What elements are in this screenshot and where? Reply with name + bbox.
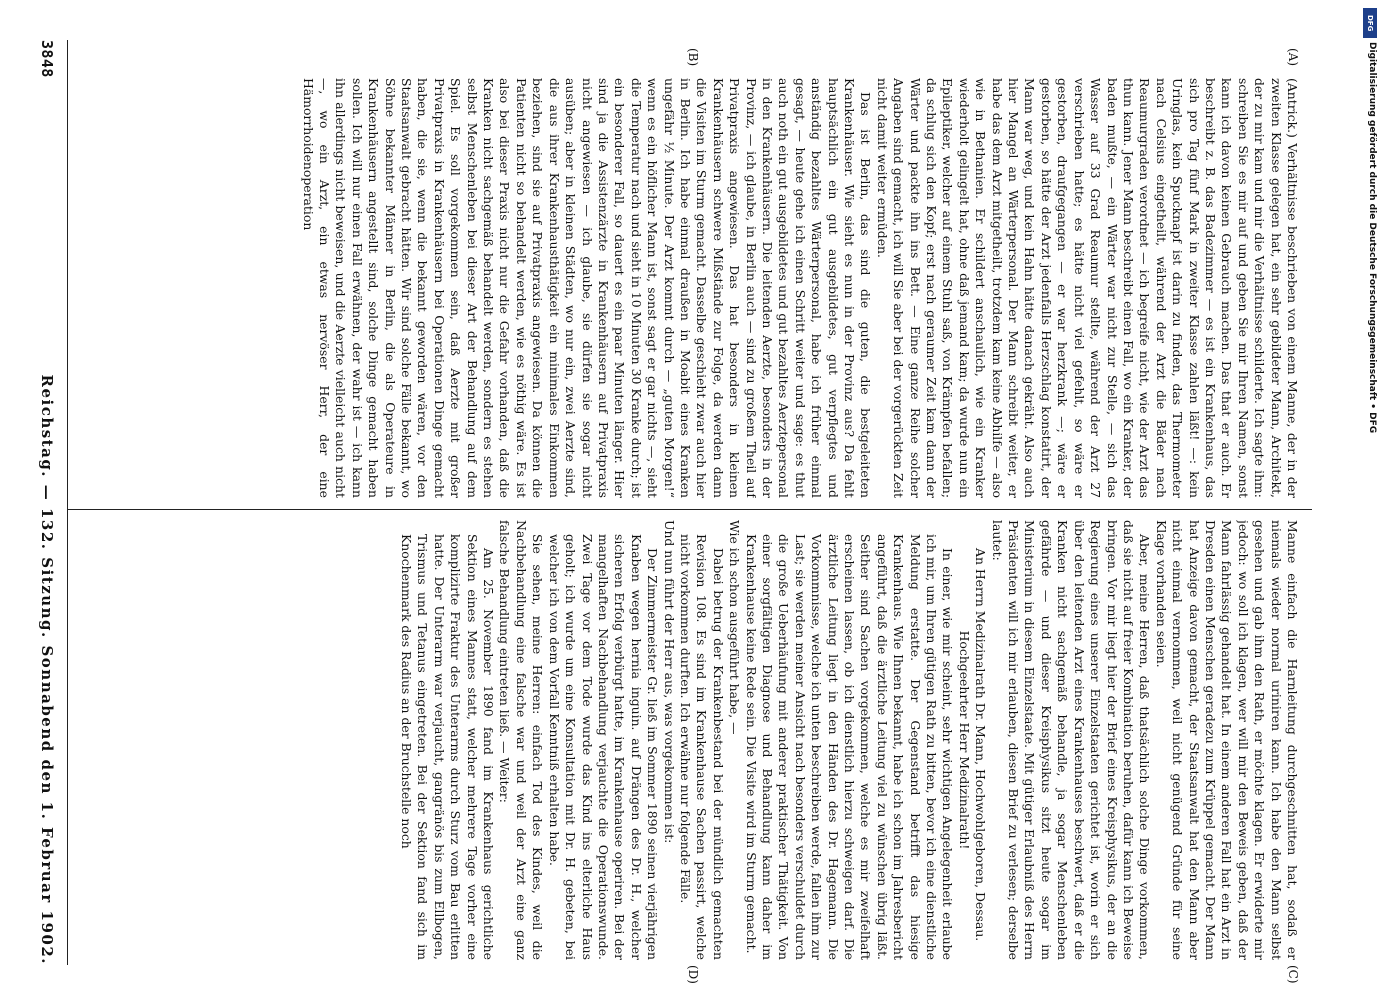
dfg-logo: DFG <box>1363 8 1377 38</box>
letter-body-3: Der Zimmermeister Gr. ließ im Sommer 1890 seinen vierjährigen Knaben wegen hernia inguin. auf Drängen des Dr. H., welcher sicheren Erfolg verbürgt hatte, im Krankenhause operiren. Bei der mangelhaften Nachbehandlung verjauchte die Operationswunde. Zwei Tage vor dem Tode wurde das Kind ins elterliche Haus geholt; ich wurde um eine Konsultation mit Dr. H. gebeten, bei welcher ich von dem Vorfall Kenntniß erhalten habe. <box>546 534 661 960</box>
margin-mark-d: (D) <box>686 965 700 984</box>
letter-body-4: Am 25. November 1890 fand im Krankenhaus gerichtliche Sektion eines Mannes statt, welcher mehrere Tage vorher eine komplizirte Fraktur des Unterarms durch Sturz vom Bau erlitten hatte. Der Unterarm war verjaucht, gangränös bis zum Ellbogen, Trismus und Tetanus eingetreten. Bei der Sektion fand sich im Knochenmark des Radius an der Bruchstelle noch <box>399 534 497 960</box>
letter-body-1: In einer, wie mir scheint, sehr wichtigen Angelegenheit erlaube ich mir, um Ihren gütigen Rath zu bitten, bevor ich eine dienstliche Meldung erstatte. Der Gegenstand betrifft das hiesige Krankenhaus. Wie Ihnen bekannt, habe ich schon im Jahresbericht angeführt, daß die ärztliche Leitung viel zu wünschen übrig läßt. Seither sind Sachen vorgekommen, welche es mir zweifelhaft erscheinen lassen, ob ich dienstlich hierzu schweigen darf. Die ärztliche Leitung liegt in den Händen des Dr. Hagemann. Die Vorkommnisse, welche ich unten beschreiben werde, fallen ihm zur Last; sie werden meiner Ansicht nach besonders verschuldet durch die große Ueberhäufung mit anderer praktischer Thätigkeit. Von einer sorgfältigen Diagnose und Behandlung kann daher im Krankenhause keine Rede sein. Die Visite wird im Sturm gemacht. <box>743 534 956 960</box>
margin-mark-a: (A) <box>1286 48 1300 67</box>
right-paragraph-3: Sie sehen, meine Herren: einfach Tod des Kindes, weil die Nachbehandlung eine falsche war und weil der Arzt eine ganz falsche Behandlung eintreten ließ. — Weiter: <box>497 520 546 960</box>
letter-address: An Herrn Medizinalrath Dr. Mann, Hochwohlgeboren, Dessau. <box>973 548 989 942</box>
right-column <box>75 520 1300 960</box>
interjection: Wie ich schon ausgeführt habe, — <box>727 520 743 735</box>
column-divider <box>68 509 1312 510</box>
right-paragraph-1: Manne einfach die Harnleitung durchgeschnitten hat, sodaß er niemals wieder normal uriniren kann. Ich habe den Mann selbst gesehen und gab ihm den Rath, er möchte klagen. Er erwiderte mir jedoch: wo soll ich klagen, wer will mir den Beweis geben, daß der Mann fahrlässig gehandelt hat. In einem anderen Fall hat ein Arzt in Dresden einen Menschen geradezu zum Krüppel gemacht. Der Mann hat Anzeige davon gemacht, der Staatsanwalt hat den Mann aber nicht einmal vernommen, weil nicht genügend Gründe für seine Klage vorhanden seien. <box>1153 520 1300 960</box>
margin-mark-c: (C) <box>1286 965 1300 984</box>
header-rule <box>67 40 68 965</box>
letter-body-2: Dabei betrug der Krankenbestand bei der mündlich gemachten Revision 108. Es sind im Krankenhause Sachen passirt, welche nicht vorkommen durften. Ich erwähne nur folgende Fälle. <box>677 534 726 960</box>
left-column <box>75 78 1300 498</box>
page-header <box>32 40 62 965</box>
left-paragraph-1: (Antrick.) Verhältnisse beschrieben von einem Manne, der in der zweiten Klasse gelegen hat, ein sehr gebildeter Mann, Architekt, der zu mir kam und mir die Verhältnisse schilderte. Ich sagte ihm: schreiben Sie es mir auf und geben Sie mir Ihren Namen, sonst kann ich davon keinen Gebrauch machen. Das that er auch. Er beschreibt z. B. das Badezimmer — es ist ein Krankenhaus, das sich pro Tag fünf Mark in zweiter Klasse zahlen läßt! —: kein Uringlas, kein Spucknapf ist darin zu finden, das Thermometer nach Celsius eingetheilt, während der Arzt die Bäder nach Reaumurgraden verordnet — ich begreife nicht, wie der Arzt das thun kann. Jener Mann beschreibt einen Fall, wo ein Kranker, der baden mußte, — ein Wärter war nicht zur Stelle, — sich das Wasser auf 33 Grad Reaumur stellte, während der Arzt 27 verschrieben hatte; es hätte nicht viel gefehlt, so wäre er gestorben, draufgegangen — er war herzkrank —; wäre er gestorben, so hätte der Arzt jedenfalls Herzschlag konstatirt, der Mann war weg, und kein Hahn hätte danach gekräht. Also auch hier Mangel an Wärterpersonal. Der Mann schreibt weiter, er habe das dem Arzt mitgetheilt, trotzdem kam keine Abhilfe — also wie in Bethanien. Er schildert anschaulich, wie ein Kranker wiederholt gelingelt hat, ohne daß jemand kam; da wurde nun ein Epileptiker, welcher auf einem Stuhl saß, von Krämpfen befallen; da schlug sich den Kopf; erst nach geraumer Zeit kam dann der Wärter und packte ihn ins Bett. — Eine ganze Reihe solcher Angaben sind gemacht, ich will Sie aber bei der vorgerückten Zeit nicht damit weiter ermüden. <box>874 78 1300 498</box>
letter-salutation: Hochgeehrter Herr Medizinalrath! <box>956 630 972 850</box>
digitization-note: Digitalisierung gefördert durch die Deutsche Forschungsgemeinschaft • DFG <box>1367 42 1377 434</box>
left-paragraph-2: Das ist Berlin, das sind die guten, die bestgeleiteten Krankenhäuser. Wie sieht es nun in der Provinz aus? Da fehlt hauptsächlich ein gut ausgebildetes, gut verpflegtes und anständig bezahltes Wärterpersonal, habe ich früher einmal gesagt, — heute gehe ich einen Schritt weiter und sage: es thut auch noth ein gut ausgebildetes und gut bezahltes Aerztepersonal in den Krankenhäusern. Die leitenden Aerzte, besonders in der Provinz, — ich glaube, in Berlin auch — sind zu großem Theil auf Privatpraxis angewiesen. Das hat besonders in kleinen Krankenhäusern schwere Mißstände zur Folge, da werden dann die Visiten im Sturm gemacht. Dasselbe geschieht zwar auch hier in Berlin. Ich habe einmal draußen in Moabit eines Kranken ungefähr ½ Minute. Der Arzt kommt durch — „guten Morgen!“ wenn es ein höflicher Mann ist, sonst sagt er gar nichts —, sieht die Temperatur nach und sieht in 10 Minuten 30 Kranke durch; ist ein besonderer Fall, so dauert es ein paar Minuten länger. Hier sind ja die Assistenzärzte in Krankenhäusern auf Privatpraxis nicht angewiesen — ich glaube, sie dürfen sie sogar nicht ausüben; aber in kleinen Städten, wo nur ein, zwei Aerzte sind, die aus ihrer Krankenhausthätigkeit ein minimales Einkommen beziehen, sind sie auf Privatpraxis angewiesen. Da können die Patienten nicht so behandelt werden, wie es nöthig wäre. Es ist also bei dieser Praxis nicht nur die Gefahr vorhanden, daß die Kranken nicht sachgemäß behandelt werden, sondern es stehen selbst Menschenleben bei dieser Art der Behandlung auf dem Spiel. Es soll vorgekommen sein, daß Aerzte mit großer Privatpraxis in Krankenhäusern bei Operationen Dinge gemacht haben, die sie, wenn die bekannt geworden wären, vor den Staatsanwalt gebracht hätten. Wir sind solche Fälle bekannt, wo Söhne bekannter Männer in Berlin, die als Operateure in Krankenhäusern angestellt sind, solche Dinge gemacht haben sollen. Ich will nur einen Fall erwähnen, der wahr ist — ich kann ihn allerdings nicht beweisen, und die Aerzte vielleicht auch nicht —, wo ein Arzt, ein etwas nervöser Herr, der eine Hämorrhoidenoperation <box>300 78 874 498</box>
interjection-2: Und nun führt der Herr aus, was vorgekommen ist: <box>661 520 677 844</box>
page-title: Reichstag. — 132. Sitzung. Sonnabend den 1. Februar 1902. <box>38 374 56 965</box>
margin-mark-b: (B) <box>686 48 700 67</box>
page-number: 3848 <box>38 40 56 78</box>
right-paragraph-2: Aber, meine Herren, daß thatsächlich solche Dinge vorkommen, daß sie nicht auf freier Kombination beruhen, dafür kann ich Beweise bringen. Vor mir liegt hier der Brief eines Kreisphysikus, der an die Regierung eines unserer Einzelstaaten gerichtet ist, worin er sich über den leitenden Arzt eines Krankenhauses beschwert, daß er die Kranken nicht sachgemäß behandle, ja sogar Menschenleben gefährde — und dieser Kreisphysikus sitzt heute sogar im Ministerium in diesem Einzelstaate. Mit gütiger Erlaubniß des Herrn Präsidenten will ich mir erlauben, diesen Brief zu verlesen; derselbe lautet: <box>989 520 1153 960</box>
